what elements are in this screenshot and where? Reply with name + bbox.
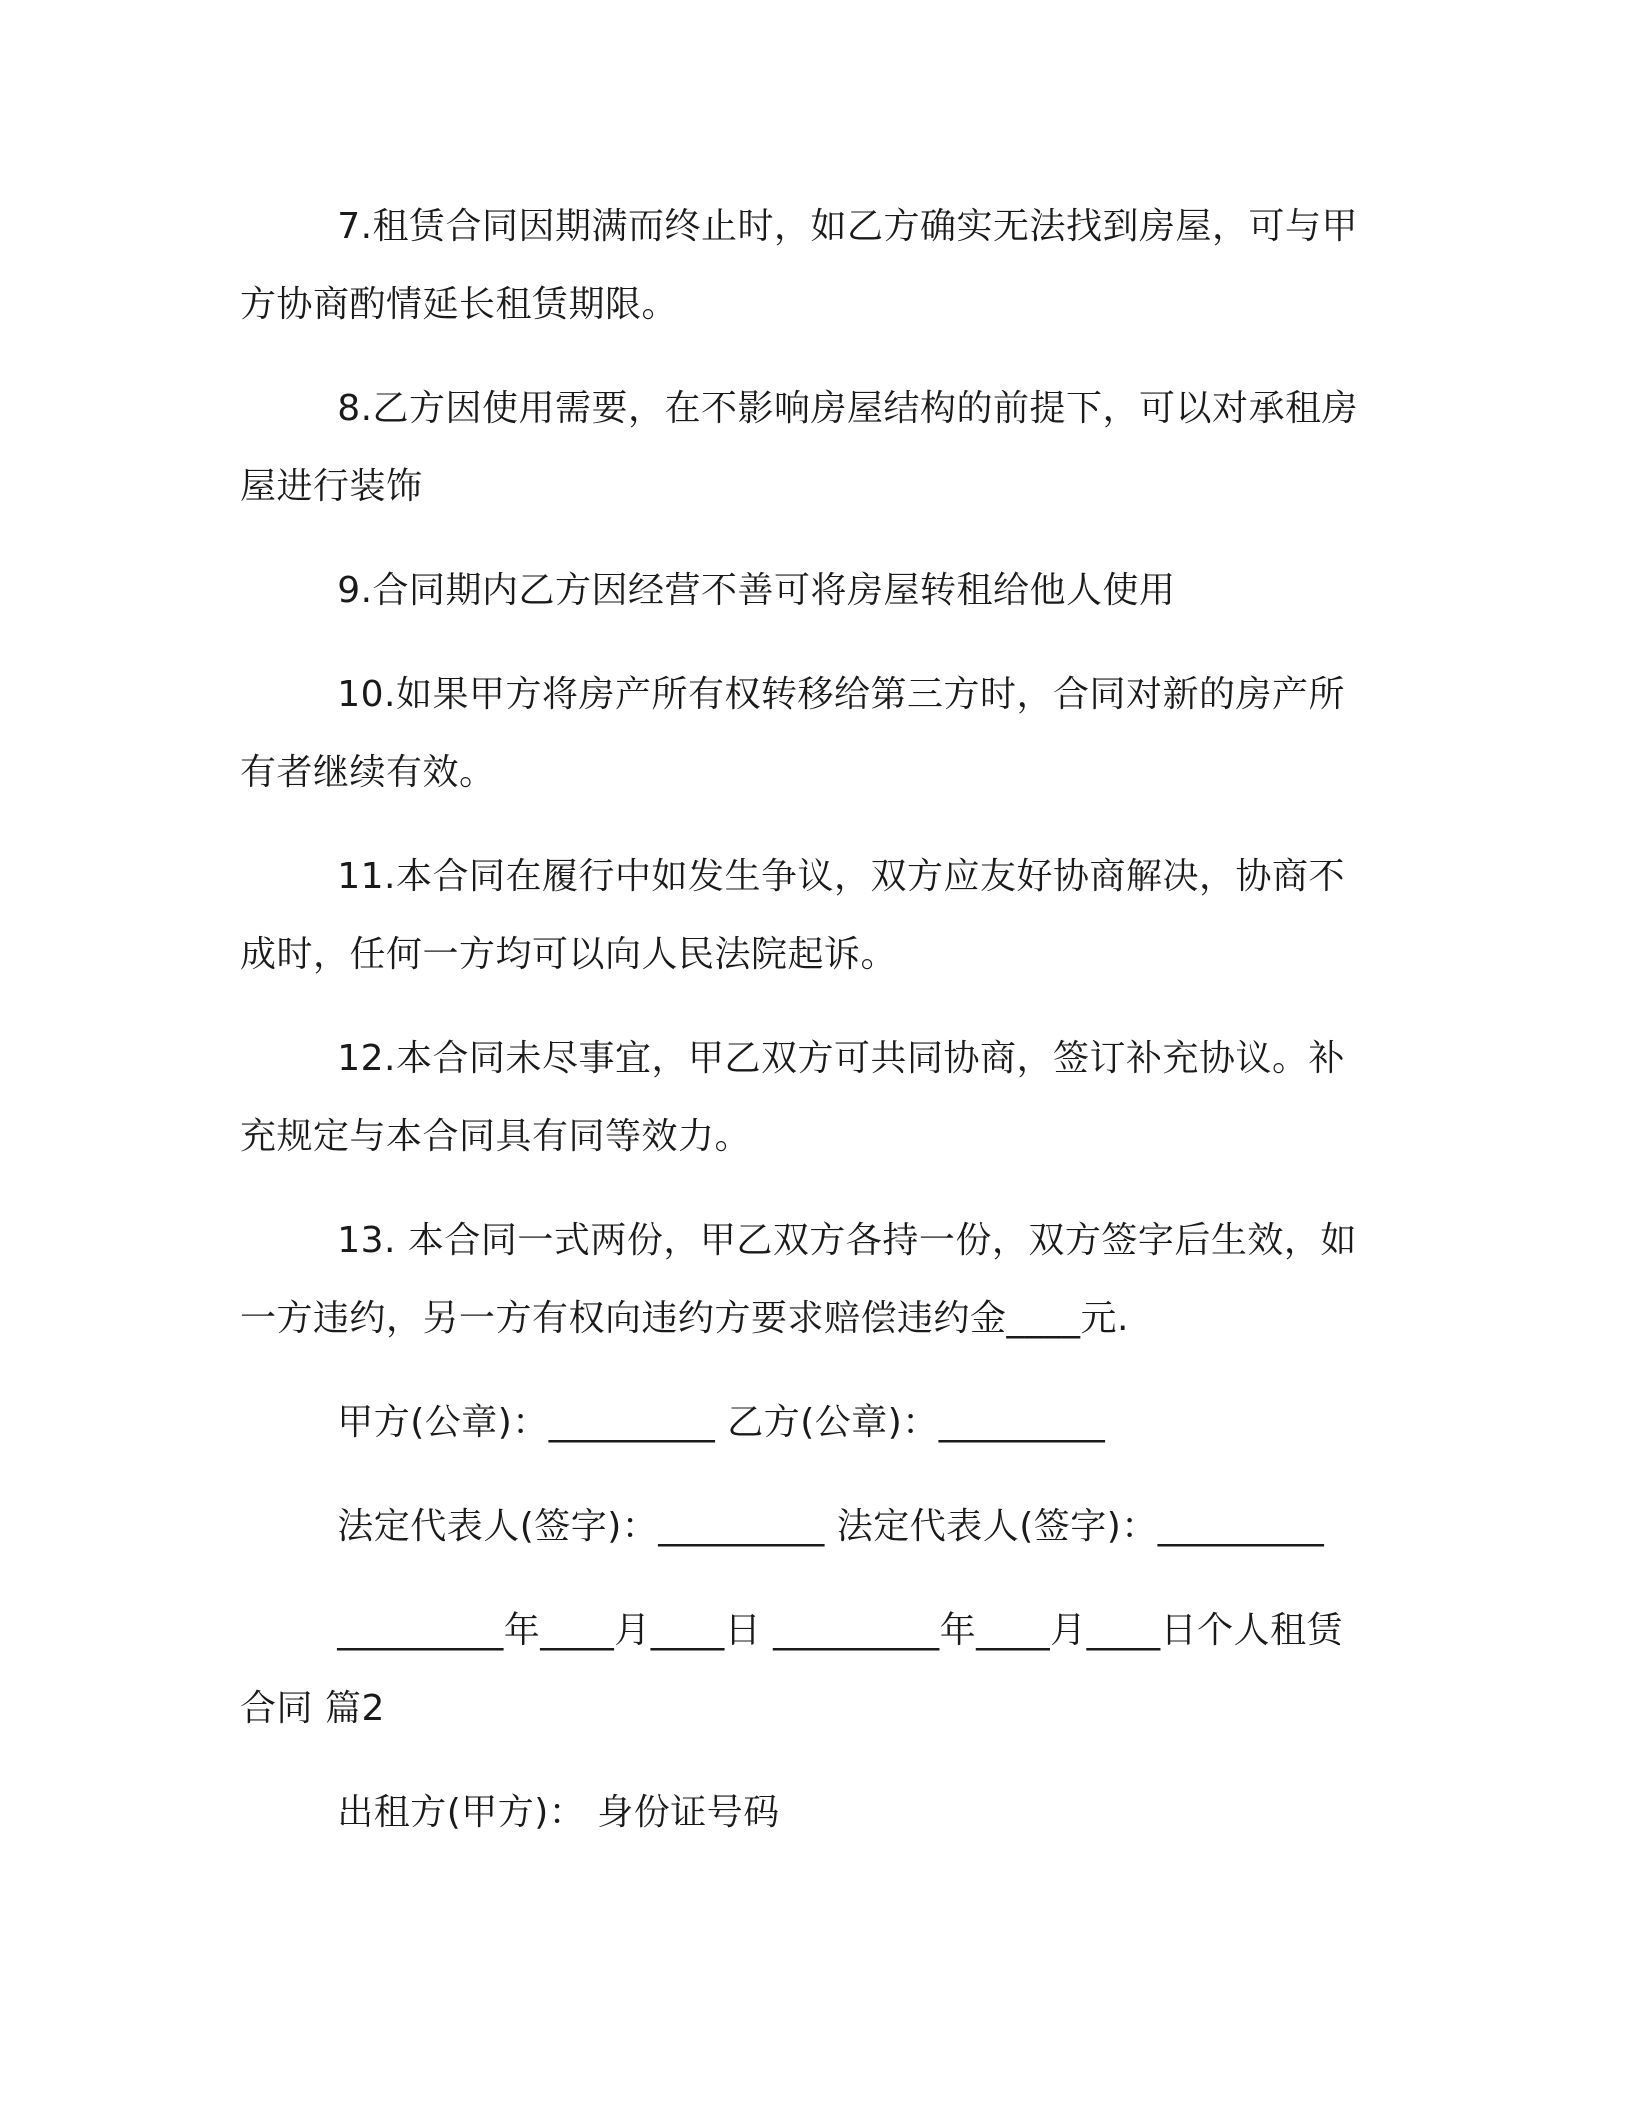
clause-12: 12.本合同未尽事宜，甲乙双方可共同协商，签订补充协议。补充规定与本合同具有同等效力。: [240, 1038, 1345, 1157]
paragraph-gap: [240, 1358, 1370, 1384]
paragraph-gap: [240, 812, 1370, 838]
paragraph-gap: [240, 344, 1370, 370]
clause-11: 11.本合同在履行中如发生争议，双方应友好协商解决，协商不成时，任何一方均可以向人民法院起诉。: [240, 856, 1345, 975]
paragraph-gap: [240, 630, 1370, 656]
seal-line: 甲方(公章)：_________ 乙方(公章)：_________: [337, 1402, 1106, 1443]
paragraph-gap: [240, 1566, 1370, 1592]
paragraph-gap: [240, 1748, 1370, 1774]
clause-8: 8.乙方因使用需要，在不影响房屋结构的前提下，可以对承租房屋进行装饰: [240, 388, 1359, 507]
document-body: [240, 188, 1370, 1852]
clause-10: 10.如果甲方将房产所有权转移给第三方时，合同对新的房产所有者继续有效。: [240, 674, 1345, 793]
clause-13: 13. 本合同一式两份，甲乙双方各持一份，双方签字后生效，如一方违约，另一方有权向违约方要求赔偿违约金____元.: [240, 1220, 1357, 1339]
clause-9: 9.合同期内乙方因经营不善可将房屋转租给他人使用: [337, 570, 1176, 611]
lessor-line: 出租方(甲方)： 身份证号码: [337, 1792, 780, 1833]
paragraph-gap: [240, 1462, 1370, 1488]
paragraph-gap: [240, 526, 1370, 552]
paragraph-gap: [240, 994, 1370, 1020]
clause-7: 7.租赁合同因期满而终止时，如乙方确实无法找到房屋，可与甲方协商酌情延长租赁期限。: [240, 206, 1359, 325]
paragraph-gap: [240, 1176, 1370, 1202]
date-line-and-section-title: _________年____月____日 _________年____月____日个人租赁合同 篇2: [240, 1610, 1344, 1729]
signature-line: 法定代表人(签字)：_________ 法定代表人(签字)：_________: [337, 1506, 1325, 1547]
